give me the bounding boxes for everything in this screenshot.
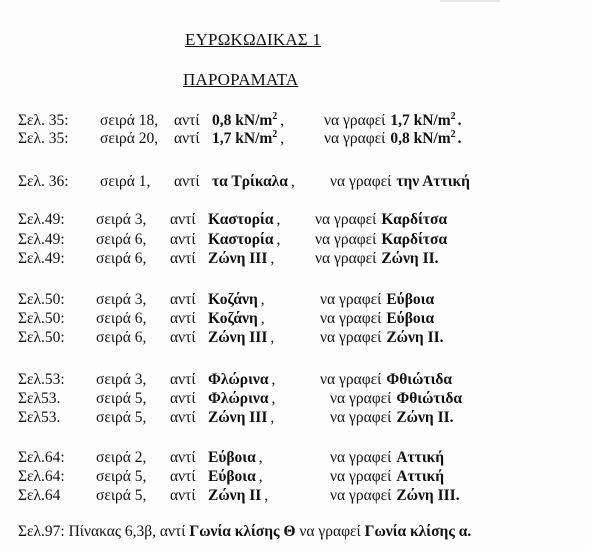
instead-word: αντί [170,231,196,248]
page-ref: Σελ.64: [18,449,65,466]
wrong-group [212,129,308,149]
write-phrase: να γραφεί [320,329,382,346]
separator: , [258,468,263,485]
separator: , [280,130,285,147]
write-phrase: να γραφεί [330,390,392,407]
write-phrase: να γραφεί [324,112,386,129]
row-ref: σειρά 3, [96,291,147,308]
wrong-value: Κοζάνη [208,310,258,327]
page-ref: Σελ. 35: [18,130,69,147]
correction-group [330,408,454,428]
errata-line [18,486,460,506]
separator: , [276,231,281,248]
errata-line [18,210,448,230]
correction-group [320,290,434,310]
wrong-value: Ζώνη ΙΙΙ [208,409,268,426]
row-ref: σειρά 20, [100,130,159,147]
row-ref: σειρά 6, [96,250,147,267]
separator: , [270,250,275,267]
errata-line [18,448,445,468]
wrong-value: Ζώνη ΙΙ [208,487,262,504]
line-end: . [457,130,462,147]
wrong-group [208,230,304,250]
wrong-group [208,467,304,487]
errata-line-final [18,523,471,541]
instead-word: αντί [170,371,196,388]
errata-line [18,129,462,149]
row-ref: σειρά 3, [96,211,147,228]
errata-line [18,172,470,192]
write-phrase: να γραφεί [315,231,377,248]
separator: , [290,173,295,190]
correct-value: Ζώνη ΙΙ. [381,250,439,267]
correction-group [330,467,444,487]
correct-value: Αττική [396,449,445,466]
document-subtitle: ΠΑΡΟΡΑΜΑΤΑ [183,70,299,89]
wrong-group [208,486,304,506]
page-ref: Σελ.50: [18,329,65,346]
correction-group [320,328,444,348]
write-phrase: να γραφεί [324,130,386,147]
wrong-value: Ζώνη ΙΙΙ [208,250,268,267]
wrong-group [212,111,308,131]
page-ref: Σελ53. [18,409,61,426]
instead-word: αντί [170,310,196,327]
errata-line [18,249,439,269]
line-end: . [457,112,462,129]
errata-line [18,230,448,250]
wrong-group [208,290,304,310]
wrong-value: Φλώρινα [208,371,269,388]
wrong-group [212,172,324,192]
correction-group [320,309,434,329]
row-ref: σειρά 1, [100,173,151,190]
instead-word: αντί [174,130,200,147]
page-ref: Σελ.50: [18,291,65,308]
wrong-value: Εύβοια [208,468,256,485]
write-phrase: να γραφεί [330,468,392,485]
correct-value: Ζώνη ΙΙ. [386,329,444,346]
correct-value: Εύβοια [386,310,435,327]
page-ref: Σελ.64 [18,487,61,504]
row-ref: σειρά 6, [96,329,147,346]
write-phrase: να γραφεί [330,409,392,426]
instead-word: αντί [170,291,196,308]
separator: , [258,449,263,466]
wrong-group [208,448,304,468]
wrong-value: Φλώρινα [208,390,269,407]
write-phrase: να γραφεί [320,291,382,308]
errata-line [18,408,454,428]
instead-word: αντί [174,173,200,190]
correction-group [324,111,462,131]
page-ref: Σελ.64: [18,468,65,485]
page-ref: Σελ.53: [18,371,65,388]
instead-word: αντί [170,468,196,485]
row-ref: σειρά 18, [100,112,159,129]
write-phrase: να γραφεί [320,371,382,388]
wrong-group [208,249,304,269]
wrong-group [208,408,304,428]
separator: , [260,291,265,308]
row-ref: σειρά 2, [96,449,147,466]
wrong-value: τα Τρίκαλα [212,173,288,190]
wrong-group [208,389,304,409]
correct-value: Φθιώτιδα [386,371,453,388]
wrong-value: Καστορία [208,211,274,228]
separator: , [271,390,276,407]
write-phrase: να γραφεί [330,487,392,504]
instead-word: αντί [170,449,196,466]
wrong-value: Καστορία [208,231,274,248]
correct-value: Ζώνη ΙΙΙ. [396,487,460,504]
instead-word: αντί [170,211,196,228]
correct-value: 1,7 kN/m [390,112,451,129]
instead-word: αντί [170,329,196,346]
row-ref: σειρά 5, [96,468,147,485]
errata-line [18,370,453,390]
page-ref: Σελ53. [18,390,61,407]
instead-word: αντί [170,250,196,267]
correction-group [330,389,462,409]
wrong-value: Κοζάνη [208,291,258,308]
correct-superscript: 2 [450,111,456,122]
separator: , [260,310,265,327]
correction-group [324,129,462,149]
correction-group [320,370,452,390]
correction-group [330,448,444,468]
row-ref: σειρά 5, [96,390,147,407]
correct-value: 0,8 kN/m [390,130,451,147]
document-title: ΕΥΡΩΚΩΔΙΚΑΣ 1 [185,30,322,49]
page-ref: Σελ. 36: [18,173,69,190]
correct-value: Καρδίτσα [381,211,448,228]
separator: , [270,409,275,426]
row-ref: σειρά 5, [96,487,147,504]
wrong-group [208,309,304,329]
errata-line [18,111,462,131]
correction-group [330,486,460,506]
wrong-value: 0,8 kN/m [212,112,273,129]
errata-line [18,328,444,348]
wrong-value: Ζώνη ΙΙΙ [208,329,268,346]
write-phrase: να γραφεί [330,449,392,466]
correction-group [315,230,447,250]
instead-word: αντί [174,112,200,129]
wrong-value: 1,7 kN/m [212,130,273,147]
page-ref: Σελ.49: [18,231,65,248]
row-ref: σειρά 5, [96,409,147,426]
separator: , [271,371,276,388]
wrong-group [208,370,304,390]
page-ref: Σελ.49: [18,211,65,228]
separator: , [270,329,275,346]
separator: , [276,211,281,228]
write-phrase: να γραφεί [315,211,377,228]
correct-value: Εύβοια [386,291,435,308]
scan-artifact [440,0,500,2]
wrong-superscript: 2 [272,111,278,122]
instead-word: αντί [170,487,196,504]
errata-line [18,290,435,310]
wrong-superscript: 2 [272,129,278,140]
wrong-group [208,328,304,348]
write-phrase: να γραφεί [315,250,377,267]
write-phrase: να γραφεί [320,310,382,327]
errata-line [18,389,463,409]
correct-value: Καρδίτσα [381,231,448,248]
write-phrase: να γραφεί [330,173,392,190]
wrong-value: Γωνία κλίσης Θ [189,523,296,540]
row-ref: σειρά 6, [96,310,147,327]
wrong-group [208,210,304,230]
correction-group [315,249,439,269]
correct-value: Γωνία κλίσης α. [364,523,472,540]
write-phrase: να γραφεί [299,523,361,540]
instead-word: αντί [170,409,196,426]
wrong-value: Εύβοια [208,449,256,466]
page-ref: Σελ. 35: [18,112,69,129]
correction-group [315,210,447,230]
correct-value: την Αττική [396,173,470,190]
page-ref: Σελ.97: [18,523,65,540]
instead-word: αντί [170,390,196,407]
page-ref: Σελ.49: [18,250,65,267]
separator: , [280,112,285,129]
separator: , [264,487,269,504]
errata-line [18,467,445,487]
table-ref: Πίνακας 6,3β, αντί [68,523,186,540]
correct-value: Αττική [396,468,445,485]
page-ref: Σελ.50: [18,310,65,327]
correction-group [330,172,470,192]
row-ref: σειρά 6, [96,231,147,248]
errata-line [18,309,435,329]
correct-superscript: 2 [450,129,456,140]
correct-value: Ζώνη ΙΙ. [396,409,454,426]
row-ref: σειρά 3, [96,371,147,388]
correct-value: Φθιώτιδα [396,390,463,407]
